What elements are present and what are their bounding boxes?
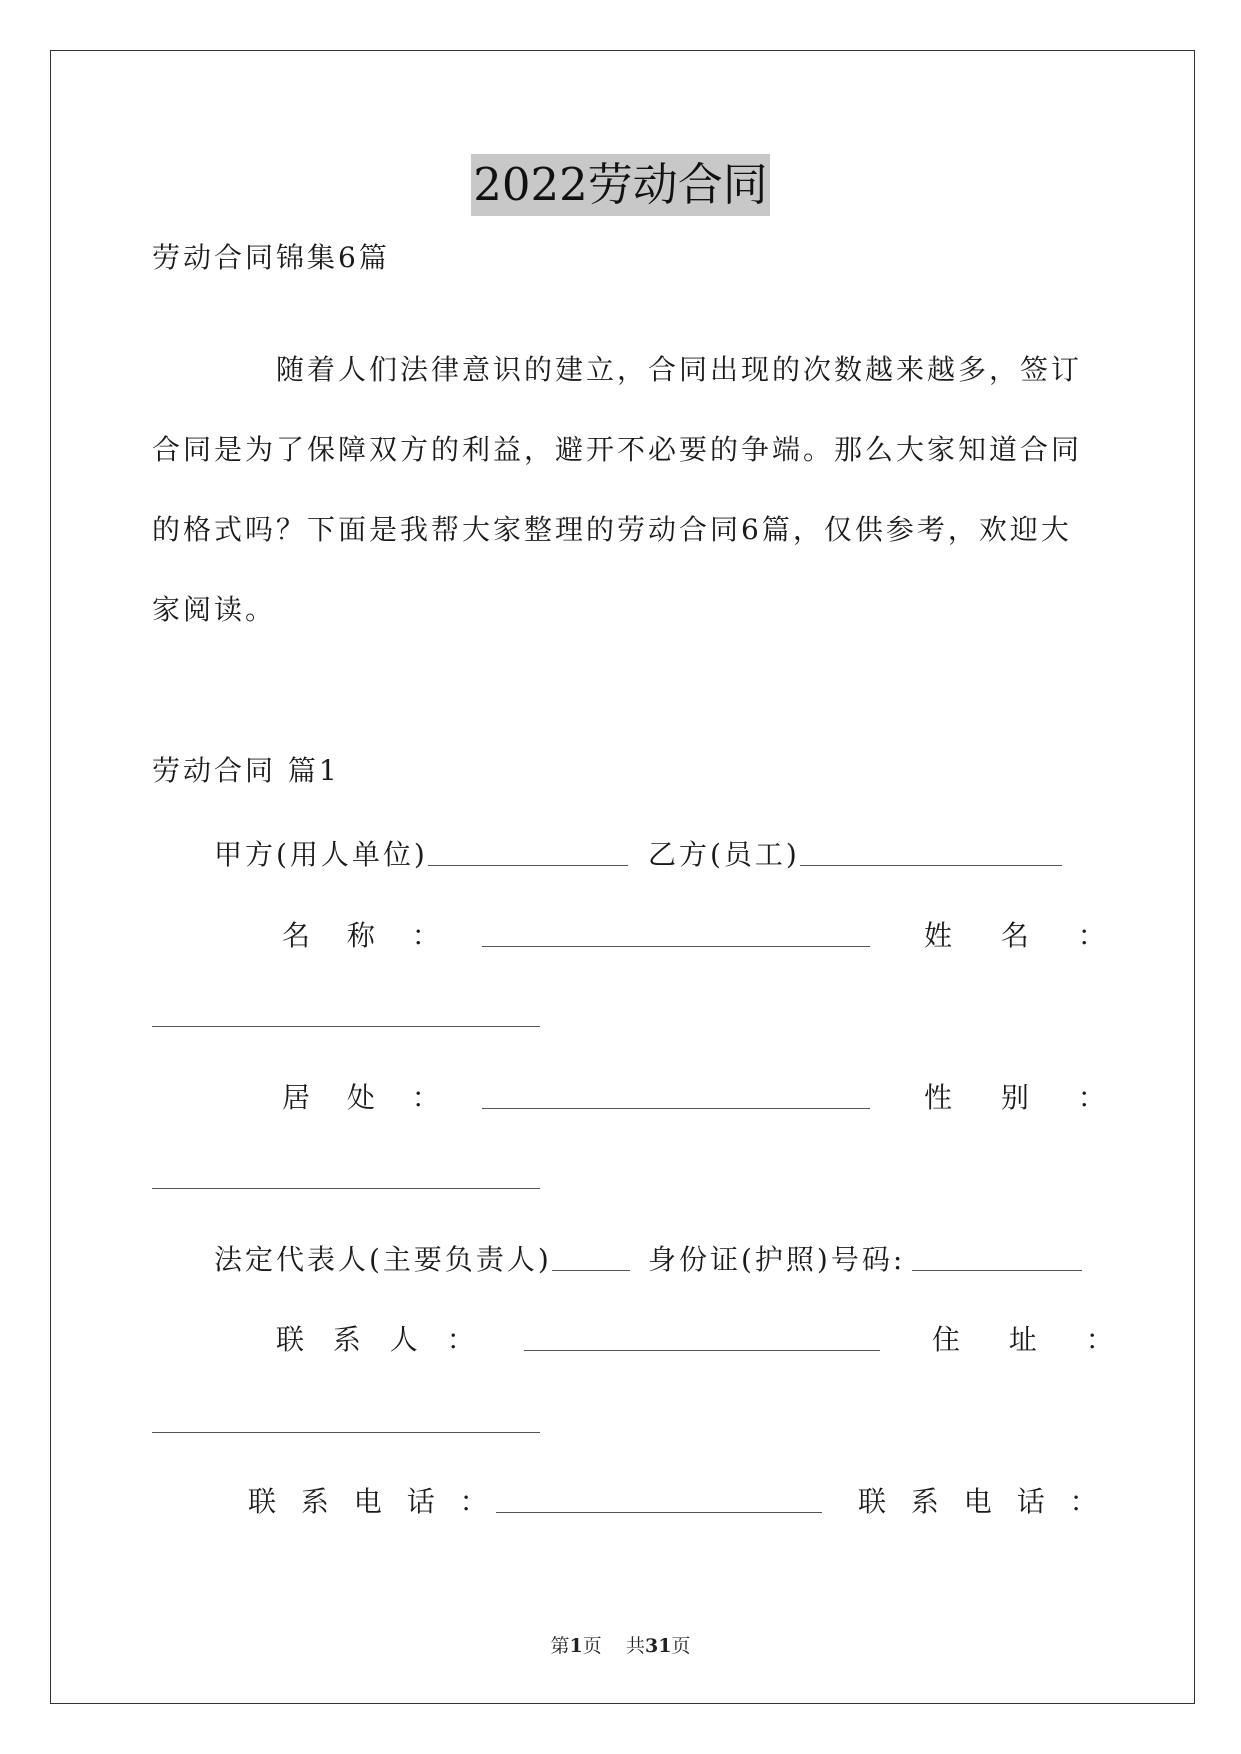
subtitle: 劳动合同锦集6篇: [152, 241, 390, 274]
contact-person-blank[interactable]: [524, 1324, 880, 1351]
address-blank[interactable]: [152, 1406, 540, 1433]
full-name-blank[interactable]: [152, 1000, 540, 1027]
legal-rep-blank[interactable]: [552, 1244, 630, 1271]
intro-line: 家阅读。: [152, 593, 277, 626]
gender-row: [152, 1156, 1092, 1196]
title-text: 2022劳动合同: [471, 154, 770, 216]
gender-blank[interactable]: [152, 1162, 540, 1189]
document-title: [0, 154, 1241, 216]
total-pages: 31: [644, 1635, 672, 1657]
phone-row: [152, 1480, 1098, 1520]
name-blank[interactable]: [482, 920, 870, 947]
total-prefix: 共: [625, 1635, 645, 1657]
page-footer: [0, 1632, 1241, 1660]
page-prefix: 第: [550, 1635, 570, 1657]
page-suffix: 页: [582, 1635, 602, 1657]
residence-row: [152, 1076, 1106, 1116]
legal-rep-label: 法定代表人(主要负责人): [214, 1243, 552, 1276]
contact-row: [152, 1318, 1114, 1358]
phone-b-label: 联 系 电 话 ：: [858, 1485, 1098, 1518]
legal-rep-row: [152, 1238, 1092, 1278]
id-number-label: 身份证(护照)号码:: [648, 1243, 906, 1276]
residence-label: 居 处 ：: [282, 1081, 440, 1114]
page-number: 1: [569, 1635, 583, 1657]
gender-label: 性 别 ：: [924, 1081, 1106, 1114]
intro-line: 的格式吗？下面是我帮大家整理的劳动合同6篇，仅供参考，欢迎大: [152, 513, 1072, 546]
total-suffix: 页: [671, 1635, 691, 1657]
party-b-blank[interactable]: [800, 839, 1062, 866]
intro-line: 随着人们法律意识的建立，合同出现的次数越来越多，签订: [276, 353, 1083, 386]
party-a-label: 甲方(用人单位): [214, 838, 428, 871]
full-name-label: 姓 名 ：: [924, 919, 1106, 952]
page-border: [50, 50, 1195, 1704]
contact-person-label: 联 系 人 ：: [276, 1323, 475, 1356]
party-a-blank[interactable]: [428, 839, 628, 866]
intro-line: 合同是为了保障双方的利益，避开不必要的争端。那么大家知道合同: [152, 433, 1083, 466]
parties-row: [152, 833, 1092, 873]
phone-a-label: 联 系 电 话 ：: [248, 1485, 488, 1518]
id-number-blank[interactable]: [912, 1244, 1082, 1271]
address-label: 住 址 ：: [932, 1323, 1114, 1356]
name-label: 名 称 ：: [282, 919, 440, 952]
party-b-label: 乙方(员工): [648, 838, 800, 871]
section-heading: 劳动合同 篇1: [152, 754, 340, 787]
phone-a-blank[interactable]: [496, 1486, 822, 1513]
name-row: [152, 914, 1106, 954]
residence-blank[interactable]: [482, 1082, 870, 1109]
full-name-row: [152, 994, 1092, 1034]
address-row: [152, 1400, 1092, 1440]
